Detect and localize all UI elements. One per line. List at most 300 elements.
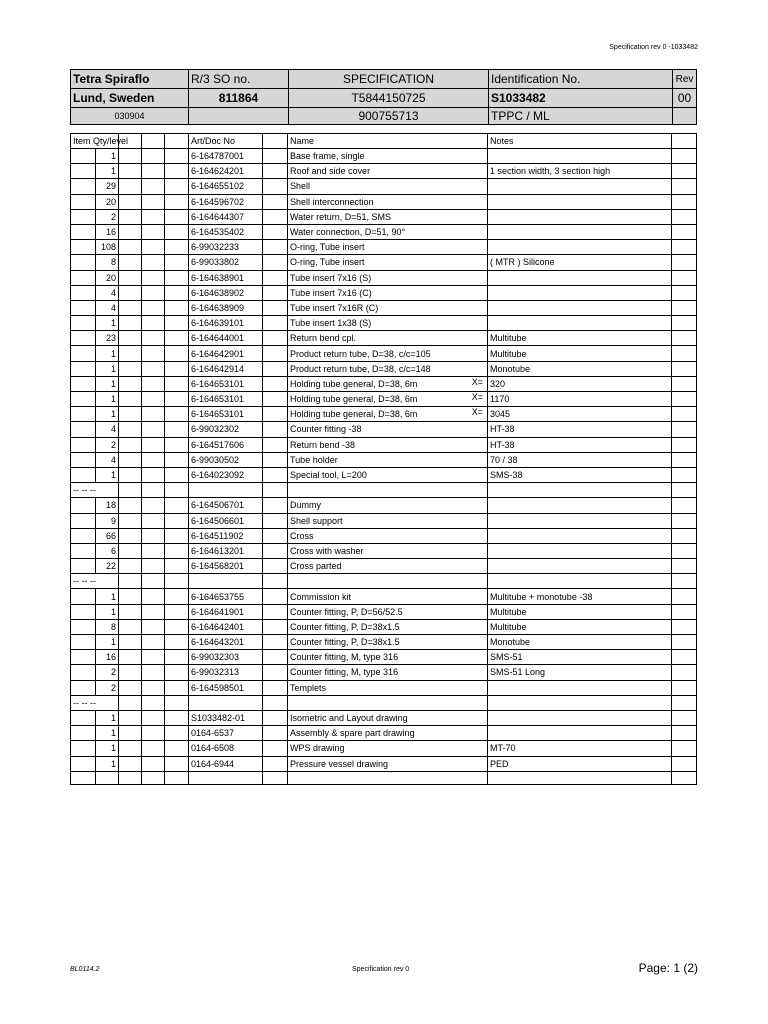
item-cell <box>71 665 96 680</box>
name-cell <box>288 179 488 194</box>
qty-cell: 1 <box>96 407 119 422</box>
item-name: Counter fitting -38 <box>290 424 362 435</box>
item-cell <box>71 316 96 331</box>
ident-number: S1033482 <box>489 89 673 108</box>
qty-cell: 1 <box>96 741 119 756</box>
name-cell <box>288 452 488 467</box>
table-row <box>71 376 697 391</box>
qty-cell: 9 <box>96 513 119 528</box>
notes-cell: SMS-51 <box>488 650 672 665</box>
item-cell <box>71 498 96 513</box>
spec-number: T5844150725 <box>289 89 489 108</box>
notes-cell: Monotube <box>488 361 672 376</box>
name-cell <box>288 635 488 650</box>
item-cell <box>71 452 96 467</box>
item-name: Cross parted <box>290 561 342 572</box>
name-cell <box>288 270 488 285</box>
item-name: Holding tube general, D=38, 6m <box>290 378 418 389</box>
item-cell <box>71 559 96 574</box>
so-number: 811864 <box>189 89 289 108</box>
item-name: O-ring, Tube insert <box>290 257 365 268</box>
rev-number: 00 <box>673 89 697 108</box>
qty-cell: 18 <box>96 498 119 513</box>
notes-cell <box>488 194 672 209</box>
notes-cell <box>488 680 672 695</box>
qty-cell: 1 <box>96 376 119 391</box>
notes-cell <box>488 528 672 543</box>
separator-dashes: -- -- -- <box>71 574 119 589</box>
name-cell <box>288 422 488 437</box>
notes-cell: HT-38 <box>488 437 672 452</box>
table-row <box>71 635 697 650</box>
art-no-cell: 6-164506701 <box>189 498 263 513</box>
item-name: Templets <box>290 682 327 693</box>
notes-cell <box>488 513 672 528</box>
art-no-cell: 6-99032303 <box>189 650 263 665</box>
item-cell <box>71 179 96 194</box>
notes-cell <box>488 224 672 239</box>
name-cell <box>288 467 488 482</box>
name-cell <box>288 726 488 741</box>
item-cell <box>71 346 96 361</box>
item-name: Tube holder <box>290 454 338 465</box>
qty-cell: 2 <box>96 680 119 695</box>
notes-cell: Multitube + monotube -38 <box>488 589 672 604</box>
item-name: Dummy <box>290 500 322 511</box>
notes-cell: ( MTR ) Silicone <box>488 255 672 270</box>
notes-cell: 1170 <box>488 392 672 407</box>
item-name: Counter fitting, P, D=38x1.5 <box>290 621 400 632</box>
table-row <box>71 665 697 680</box>
qty-cell: 22 <box>96 559 119 574</box>
footer-doc-title: Specification rev 0 <box>352 966 410 973</box>
col-art: Art/Doc No <box>189 134 263 149</box>
item-name: Tube insert 7x16 (S) <box>290 272 372 283</box>
art-no-cell: 0164-6537 <box>189 726 263 741</box>
item-cell <box>71 467 96 482</box>
notes-cell <box>488 209 672 224</box>
table-row <box>71 240 697 255</box>
qty-cell: 2 <box>96 437 119 452</box>
item-name: Cross <box>290 530 314 541</box>
name-cell <box>288 741 488 756</box>
qty-cell: 66 <box>96 528 119 543</box>
item-name: Tube insert 1x38 (S) <box>290 318 372 329</box>
qty-cell: 1 <box>96 346 119 361</box>
name-cell <box>288 604 488 619</box>
art-no-cell: 6-164638902 <box>189 285 263 300</box>
item-cell <box>71 756 96 771</box>
separator-dashes: -- -- -- <box>71 695 119 710</box>
qty-cell: 29 <box>96 179 119 194</box>
table-row <box>71 407 697 422</box>
ident-label: Identification No. <box>489 70 673 89</box>
name-cell <box>288 680 488 695</box>
item-cell <box>71 741 96 756</box>
table-row <box>71 559 697 574</box>
table-row <box>71 437 697 452</box>
items-table <box>70 133 697 785</box>
notes-cell <box>488 149 672 164</box>
qty-cell: 1 <box>96 604 119 619</box>
table-row <box>71 756 697 771</box>
page-number: Page: 1 (2) <box>638 961 698 975</box>
table-row <box>71 680 697 695</box>
item-name: Return bend cpl. <box>290 333 357 344</box>
notes-cell: 320 <box>488 376 672 391</box>
item-name: Counter fitting, P, D=38x1.5 <box>290 637 400 648</box>
item-cell <box>71 392 96 407</box>
item-name: Isometric and Layout drawing <box>290 713 408 724</box>
qty-cell: 108 <box>96 240 119 255</box>
name-cell <box>288 209 488 224</box>
item-cell <box>71 376 96 391</box>
notes-cell: SMS-38 <box>488 467 672 482</box>
item-cell <box>71 543 96 558</box>
separator-row <box>71 574 697 589</box>
qty-cell: 8 <box>96 255 119 270</box>
qty-cell: 1 <box>96 635 119 650</box>
item-cell <box>71 361 96 376</box>
table-row <box>71 726 697 741</box>
x-label: X= <box>471 392 484 402</box>
name-cell <box>288 756 488 771</box>
name-cell <box>288 513 488 528</box>
col-name: Name <box>288 134 488 149</box>
art-no-cell: 6-164624201 <box>189 164 263 179</box>
specification-sheet <box>70 69 696 785</box>
item-cell <box>71 437 96 452</box>
art-no-cell: 6-164023092 <box>189 467 263 482</box>
qty-cell: 1 <box>96 149 119 164</box>
notes-cell <box>488 285 672 300</box>
notes-cell <box>488 559 672 574</box>
art-no-cell: 6-164653101 <box>189 392 263 407</box>
separator-row <box>71 483 697 498</box>
notes-cell: Multitube <box>488 346 672 361</box>
art-no-cell: 6-99032233 <box>189 240 263 255</box>
table-row <box>71 224 697 239</box>
art-no-cell: 6-164644307 <box>189 209 263 224</box>
art-no-cell: S1033482-01 <box>189 710 263 725</box>
item-cell <box>71 224 96 239</box>
art-no-cell: 6-164642914 <box>189 361 263 376</box>
table-row <box>71 422 697 437</box>
qty-cell: 1 <box>96 316 119 331</box>
x-label: X= <box>471 376 484 387</box>
item-cell <box>71 680 96 695</box>
item-cell <box>71 194 96 209</box>
item-name: Tube insert 7x16 (C) <box>290 287 372 298</box>
name-cell <box>288 224 488 239</box>
qty-cell: 20 <box>96 194 119 209</box>
qty-cell: 2 <box>96 665 119 680</box>
blank-cell <box>673 108 697 125</box>
art-no-cell: 6-99032302 <box>189 422 263 437</box>
date: 030904 <box>71 108 189 125</box>
x-label: X= <box>471 407 484 418</box>
item-name: Special tool, L=200 <box>290 470 367 481</box>
table-row <box>71 741 697 756</box>
qty-cell: 4 <box>96 422 119 437</box>
table-row <box>71 179 697 194</box>
item-cell <box>71 255 96 270</box>
notes-cell: Multitube <box>488 331 672 346</box>
name-cell <box>288 710 488 725</box>
table-row <box>71 498 697 513</box>
table-row <box>71 619 697 634</box>
qty-cell: 1 <box>96 726 119 741</box>
qty-cell: 2 <box>96 209 119 224</box>
item-name: Shell support <box>290 515 343 526</box>
separator-row <box>71 695 697 710</box>
item-cell <box>71 710 96 725</box>
name-cell <box>288 392 488 407</box>
notes-cell: 1 section width, 3 section high <box>488 164 672 179</box>
notes-cell: Monotube <box>488 635 672 650</box>
item-name: O-ring, Tube insert <box>290 242 365 253</box>
name-cell <box>288 407 488 422</box>
item-name: Counter fitting, P, D=56/52.5 <box>290 606 403 617</box>
qty-cell: 1 <box>96 361 119 376</box>
item-name: Counter fitting, M, type 316 <box>290 667 399 678</box>
name-cell <box>288 650 488 665</box>
table-row <box>71 467 697 482</box>
notes-cell <box>488 710 672 725</box>
footer-form-code: BL0114.2 <box>70 966 100 973</box>
art-no-cell: 6-164642401 <box>189 619 263 634</box>
art-no-cell: 6-99033802 <box>189 255 263 270</box>
name-cell <box>288 240 488 255</box>
item-name: WPS drawing <box>290 743 345 754</box>
item-name: Return bend -38 <box>290 439 356 450</box>
name-cell <box>288 528 488 543</box>
qty-cell: 16 <box>96 224 119 239</box>
name-cell <box>288 543 488 558</box>
table-row <box>71 149 697 164</box>
name-cell <box>288 194 488 209</box>
table-row <box>71 589 697 604</box>
qty-cell: 20 <box>96 270 119 285</box>
qty-cell: 1 <box>96 756 119 771</box>
item-cell <box>71 589 96 604</box>
table-row <box>71 528 697 543</box>
table-row <box>71 300 697 315</box>
item-cell <box>71 650 96 665</box>
spec-label: SPECIFICATION <box>289 70 489 89</box>
item-name: Shell <box>290 181 311 192</box>
location: Lund, Sweden <box>71 89 189 108</box>
item-name: Water connection, D=51, 90° <box>290 227 406 238</box>
table-row <box>71 209 697 224</box>
art-no-cell: 6-164568201 <box>189 559 263 574</box>
art-no-cell: 6-99030502 <box>189 452 263 467</box>
item-cell <box>71 300 96 315</box>
item-cell <box>71 331 96 346</box>
notes-cell <box>488 316 672 331</box>
art-no-cell: 6-164653101 <box>189 407 263 422</box>
item-cell <box>71 635 96 650</box>
column-header-row <box>71 134 697 149</box>
notes-cell <box>488 726 672 741</box>
table-row <box>71 270 697 285</box>
item-name: Product return tube, D=38, c/c=105 <box>290 348 431 359</box>
art-no-cell: 6-164643201 <box>189 635 263 650</box>
notes-cell: SMS-51 Long <box>488 665 672 680</box>
rev-label: Rev <box>673 70 697 89</box>
art-no-cell: 6-164644001 <box>189 331 263 346</box>
notes-cell: Multitube <box>488 619 672 634</box>
item-name: Water return, D=51, SMS <box>290 211 391 222</box>
header-block <box>70 69 697 125</box>
table-row <box>71 650 697 665</box>
art-no-cell: 0164-6508 <box>189 741 263 756</box>
item-name: Pressure vessel drawing <box>290 758 389 769</box>
art-no-cell: 6-164653755 <box>189 589 263 604</box>
notes-cell: PED <box>488 756 672 771</box>
art-no-cell: 6-164596702 <box>189 194 263 209</box>
art-no-cell: 6-164787001 <box>189 149 263 164</box>
name-cell <box>288 559 488 574</box>
name-cell <box>288 376 488 391</box>
item-cell <box>71 528 96 543</box>
name-cell <box>288 498 488 513</box>
art-no-cell: 6-164641901 <box>189 604 263 619</box>
qty-cell: 6 <box>96 543 119 558</box>
table-row <box>71 164 697 179</box>
art-no-cell: 6-164511902 <box>189 528 263 543</box>
table-row <box>71 361 697 376</box>
item-cell <box>71 209 96 224</box>
name-cell <box>288 665 488 680</box>
name-cell <box>288 316 488 331</box>
table-row <box>71 513 697 528</box>
art-no-cell: 6-164598501 <box>189 680 263 695</box>
art-no-cell: 6-164535402 <box>189 224 263 239</box>
notes-cell: MT-70 <box>488 741 672 756</box>
table-row <box>71 255 697 270</box>
art-no-cell: 6-164653101 <box>189 376 263 391</box>
notes-cell: HT-38 <box>488 422 672 437</box>
name-cell <box>288 285 488 300</box>
item-cell <box>71 285 96 300</box>
table-row <box>71 285 697 300</box>
blank-cell <box>189 108 289 125</box>
item-name: Product return tube, D=38, c/c=148 <box>290 363 431 374</box>
notes-cell <box>488 179 672 194</box>
table-row <box>71 194 697 209</box>
art-no-cell: 6-164638901 <box>189 270 263 285</box>
notes-cell <box>488 240 672 255</box>
name-cell <box>288 437 488 452</box>
name-cell <box>288 255 488 270</box>
col-notes: Notes <box>488 134 672 149</box>
table-row <box>71 346 697 361</box>
table-row <box>71 543 697 558</box>
notes-cell <box>488 270 672 285</box>
art-no-cell: 6-99032313 <box>189 665 263 680</box>
separator-dashes: -- -- -- <box>71 483 119 498</box>
qty-cell: 1 <box>96 589 119 604</box>
notes-cell <box>488 498 672 513</box>
notes-cell <box>488 300 672 315</box>
qty-cell: 1 <box>96 392 119 407</box>
table-row <box>71 604 697 619</box>
name-cell <box>288 300 488 315</box>
qty-cell: 23 <box>96 331 119 346</box>
table-row <box>71 331 697 346</box>
art-no-cell: 6-164638909 <box>189 300 263 315</box>
spec-number-2: 900755713 <box>289 108 489 125</box>
item-name: Holding tube general, D=38, 6m <box>290 394 418 405</box>
qty-cell: 1 <box>96 467 119 482</box>
art-no-cell: 6-164517606 <box>189 437 263 452</box>
item-name: Counter fitting, M, type 316 <box>290 652 399 663</box>
item-name: Commission kit <box>290 591 352 602</box>
qty-cell: 1 <box>96 164 119 179</box>
item-cell <box>71 604 96 619</box>
item-name: Cross with washer <box>290 545 364 556</box>
item-name: Holding tube general, D=38, 6m <box>290 409 418 420</box>
notes-cell <box>488 543 672 558</box>
art-no-cell: 6-164639101 <box>189 316 263 331</box>
ident-secondary: TPPC / ML <box>489 108 673 125</box>
col-item: Item <box>73 136 91 146</box>
so-label: R/3 SO no. <box>189 70 289 89</box>
name-cell <box>288 589 488 604</box>
company-name: Tetra Spiraflo <box>71 70 189 89</box>
blank-row <box>71 771 697 784</box>
notes-cell: 3045 <box>488 407 672 422</box>
item-cell <box>71 240 96 255</box>
item-name: Assembly & spare part drawing <box>290 728 415 739</box>
table-row <box>71 452 697 467</box>
notes-cell: Multitube <box>488 604 672 619</box>
item-name: Tube insert 7x16R (C) <box>290 302 379 313</box>
item-cell <box>71 726 96 741</box>
item-name: Shell interconnection <box>290 196 374 207</box>
art-no-cell: 6-164655102 <box>189 179 263 194</box>
qty-cell: 4 <box>96 300 119 315</box>
notes-cell: 70 / 38 <box>488 452 672 467</box>
qty-cell: 8 <box>96 619 119 634</box>
col-qty: Qty/level <box>93 136 129 146</box>
table-row <box>71 316 697 331</box>
qty-cell: 4 <box>96 452 119 467</box>
name-cell <box>288 331 488 346</box>
item-cell <box>71 270 96 285</box>
item-cell <box>71 513 96 528</box>
item-name: Base frame, single <box>290 151 365 162</box>
item-cell <box>71 164 96 179</box>
qty-cell: 16 <box>96 650 119 665</box>
qty-cell: 4 <box>96 285 119 300</box>
name-cell <box>288 361 488 376</box>
art-no-cell: 0164-6944 <box>189 756 263 771</box>
art-no-cell: 6-164613201 <box>189 543 263 558</box>
item-cell <box>71 407 96 422</box>
name-cell <box>288 346 488 361</box>
name-cell <box>288 619 488 634</box>
art-no-cell: 6-164642901 <box>189 346 263 361</box>
item-cell <box>71 619 96 634</box>
page-header-ref: Specification rev 0 -1033482 <box>609 44 698 51</box>
name-cell <box>288 149 488 164</box>
art-no-cell: 6-164506601 <box>189 513 263 528</box>
name-cell <box>288 164 488 179</box>
table-row <box>71 710 697 725</box>
table-row <box>71 392 697 407</box>
